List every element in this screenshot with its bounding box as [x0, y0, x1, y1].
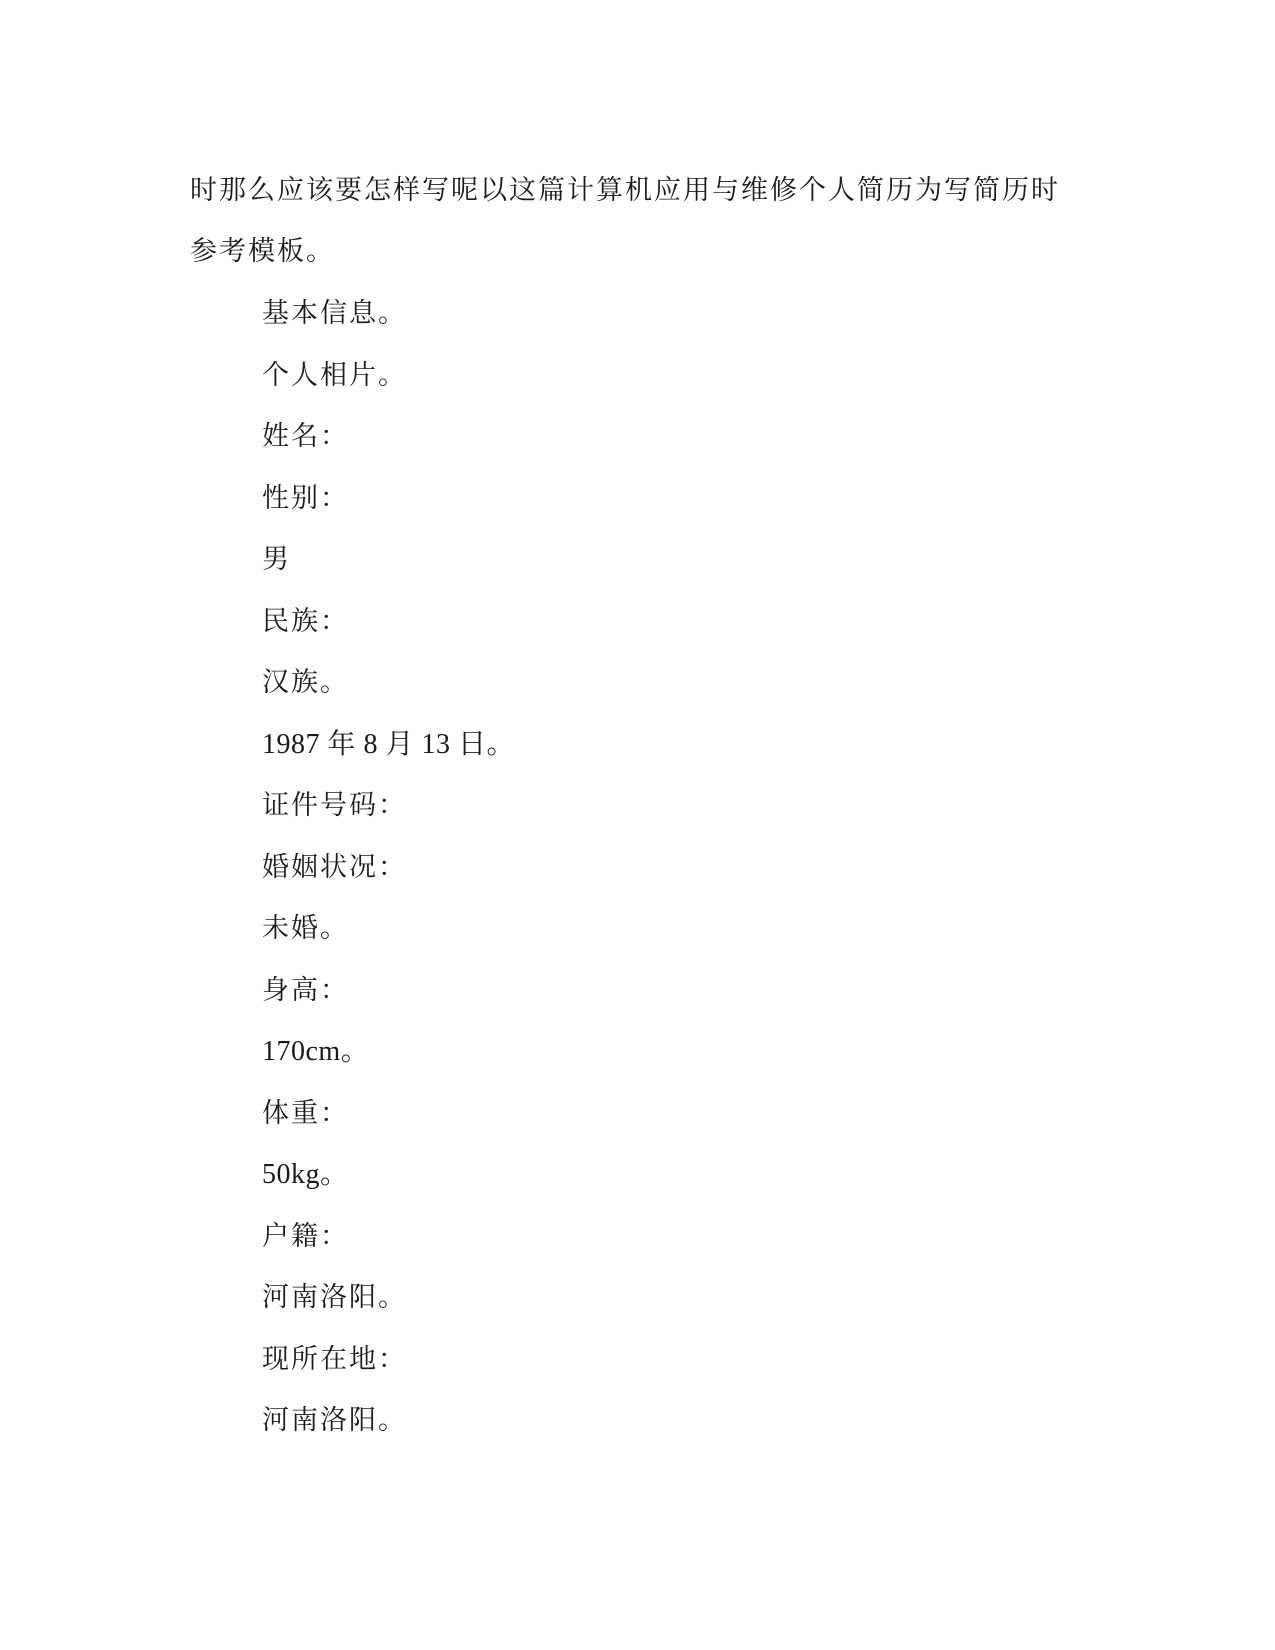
ethnicity-label: 民族： — [262, 605, 349, 637]
intro-line-2: 参考模板。 — [190, 236, 335, 267]
household-registration-value: 河南洛阳。 — [262, 1282, 407, 1313]
resume-info-list — [262, 283, 1062, 1452]
gender-label: 性别： — [262, 482, 349, 514]
marital-status-value: 未婚。 — [262, 913, 349, 944]
photo-label: 个人相片。 — [262, 359, 407, 391]
section-heading-basic-info: 基本信息。 — [262, 298, 407, 329]
weight-label: 体重： — [262, 1097, 349, 1129]
gender-value: 男 — [262, 544, 291, 575]
intro-line-1: 时那么应该要怎样写呢以这篇计算机应用与维修个人简历为写简历时 — [190, 175, 1060, 206]
height-label: 身高： — [262, 974, 349, 1006]
current-location-value: 河南洛阳。 — [262, 1405, 407, 1436]
ethnicity-value: 汉族。 — [262, 667, 349, 698]
height-value: 170cm。 — [262, 1036, 370, 1067]
marital-status-label: 婚姻状况： — [262, 851, 407, 883]
birth-date-value: 1987 年 8 月 13 日。 — [262, 728, 516, 760]
intro-paragraph — [190, 160, 1090, 282]
weight-value: 50kg。 — [262, 1159, 349, 1190]
id-number-label: 证件号码： — [262, 790, 407, 821]
household-registration-label: 户籍： — [262, 1220, 349, 1252]
name-label: 姓名： — [262, 421, 349, 452]
current-location-label: 现所在地： — [262, 1343, 407, 1375]
